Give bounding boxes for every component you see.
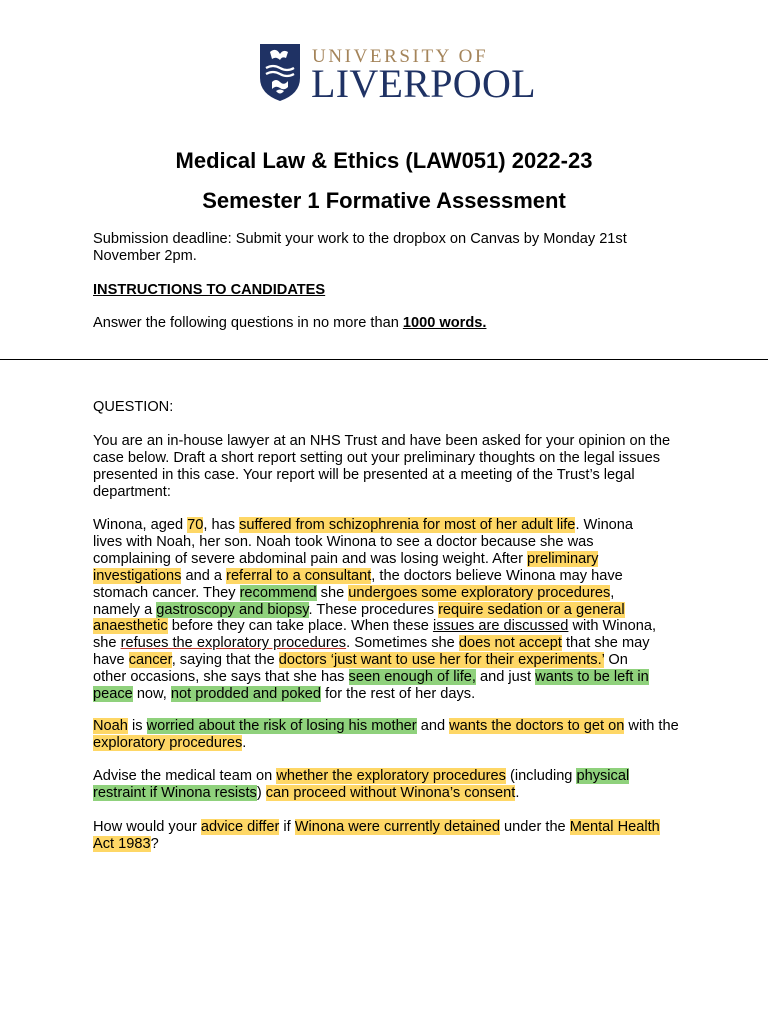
question-intro: You are an in-house lawyer at an NHS Trust and have been asked for your opinion on the case below. Draft a short report setting out your preliminary thoughts on the legal issues presented in this case. Your report will be presented at a meeting of the Trust’s legal department:: [93, 433, 671, 500]
highlight-yellow: does not accept: [458, 635, 562, 652]
case-text: is: [127, 718, 147, 734]
case-text: .: [242, 734, 247, 751]
red-underlined-text: refuses the exploratory procedures: [120, 635, 347, 652]
case-text: before they can take place. When these: [167, 618, 433, 635]
word-limit-instruction: [93, 315, 683, 332]
highlight-yellow: Winona were currently detained: [294, 819, 500, 835]
case-text: and just: [475, 669, 536, 686]
highlight-green: worried about the risk of losing his mother: [146, 718, 417, 734]
document-title: Medical Law & Ethics (LAW051) 2022-23: [175, 148, 593, 173]
case-text: and: [416, 718, 450, 734]
highlight-yellow: undergoes some exploratory procedures: [348, 584, 611, 601]
highlight-yellow: require sedation or a general anaesthetic: [93, 601, 625, 635]
submission-deadline: Submission deadline: Submit your work to the dropbox on Canvas by Monday 21st November 2pm.: [93, 231, 627, 264]
highlight-green: not prodded and poked: [170, 686, 322, 703]
highlight-yellow: can proceed without Winona’s consent: [265, 784, 516, 801]
case-text: Advise the medical team on: [93, 768, 277, 784]
case-text: . Sometimes she: [346, 635, 459, 652]
case-text: .: [515, 784, 520, 801]
logo-bottom-text: LIVERPOOL: [311, 61, 536, 106]
mental-health-question: [93, 819, 663, 853]
advise-question: [93, 768, 673, 802]
highlight-green: physical restraint if Winona resists: [93, 768, 630, 801]
university-crest-icon: [258, 42, 302, 102]
noah-paragraph: [93, 718, 683, 752]
highlight-yellow: Mental Health Act 1983: [93, 819, 660, 852]
instructions-heading: INSTRUCTIONS TO CANDIDATES: [93, 282, 326, 298]
highlight-yellow: wants the doctors to get on: [449, 718, 625, 734]
highlight-green: seen enough of life,: [348, 669, 476, 686]
horizontal-divider: [0, 359, 768, 360]
case-scenario: [93, 517, 663, 703]
case-text: and a: [181, 567, 227, 584]
case-text: (including: [505, 768, 577, 784]
case-text: , namely a: [93, 584, 615, 618]
highlight-yellow: Noah: [93, 718, 128, 734]
highlight-yellow: cancer: [128, 652, 172, 669]
word-limit-value: 1000 words.: [402, 315, 487, 331]
case-text: that she may have: [93, 635, 650, 669]
highlight-yellow: exploratory procedures: [93, 734, 243, 751]
underlined-text: issues are discussed: [432, 618, 569, 635]
highlight-yellow: 70: [187, 517, 204, 533]
highlight-yellow: advice differ: [200, 819, 280, 835]
case-text: with Winona, she: [93, 618, 657, 652]
case-text: , saying that the: [171, 652, 279, 669]
case-text: now,: [132, 686, 171, 703]
highlight-green: gastroscopy and biopsy: [156, 601, 309, 618]
case-text: under the: [499, 819, 570, 835]
university-logo: [258, 40, 536, 106]
case-text: Winona, aged: [93, 517, 188, 533]
logo-top-text: UNIVERSITY OF: [312, 46, 489, 67]
case-text: How would your: [93, 819, 201, 835]
word-limit-prefix: Answer the following questions in no more than: [93, 315, 403, 331]
case-text: if: [279, 819, 295, 835]
highlight-green: recommend: [239, 584, 317, 601]
case-text: ?: [150, 835, 159, 852]
case-text: , has: [203, 517, 240, 533]
highlight-yellow: doctors ‘just want to use her for their experiments.’: [278, 652, 605, 669]
case-text: with the: [624, 718, 679, 734]
document-subtitle: Semester 1 Formative Assessment: [202, 188, 566, 213]
highlight-yellow: referral to a consultant: [226, 567, 372, 584]
case-text: On other occasions, she says that she has: [93, 652, 628, 686]
case-text: ): [256, 784, 266, 801]
case-text: for the rest of her days.: [321, 686, 476, 703]
case-text: . Winona lives with Noah, her son. Noah took Winona to see a doctor because she was complaining of severe abdominal pain and was losing weight. After: [93, 517, 634, 567]
highlight-yellow: whether the exploratory procedures: [276, 768, 506, 784]
case-text: . These procedures: [308, 601, 439, 618]
highlight-yellow: suffered from schizophrenia for most of her adult life: [239, 517, 576, 533]
highlight-green: wants to be left in peace: [93, 669, 649, 703]
case-text: she: [316, 584, 349, 601]
highlight-yellow: preliminary investigations: [93, 550, 599, 584]
case-text: , the doctors believe Winona may have stomach cancer. They: [93, 567, 623, 601]
question-label: QUESTION:: [93, 399, 174, 415]
